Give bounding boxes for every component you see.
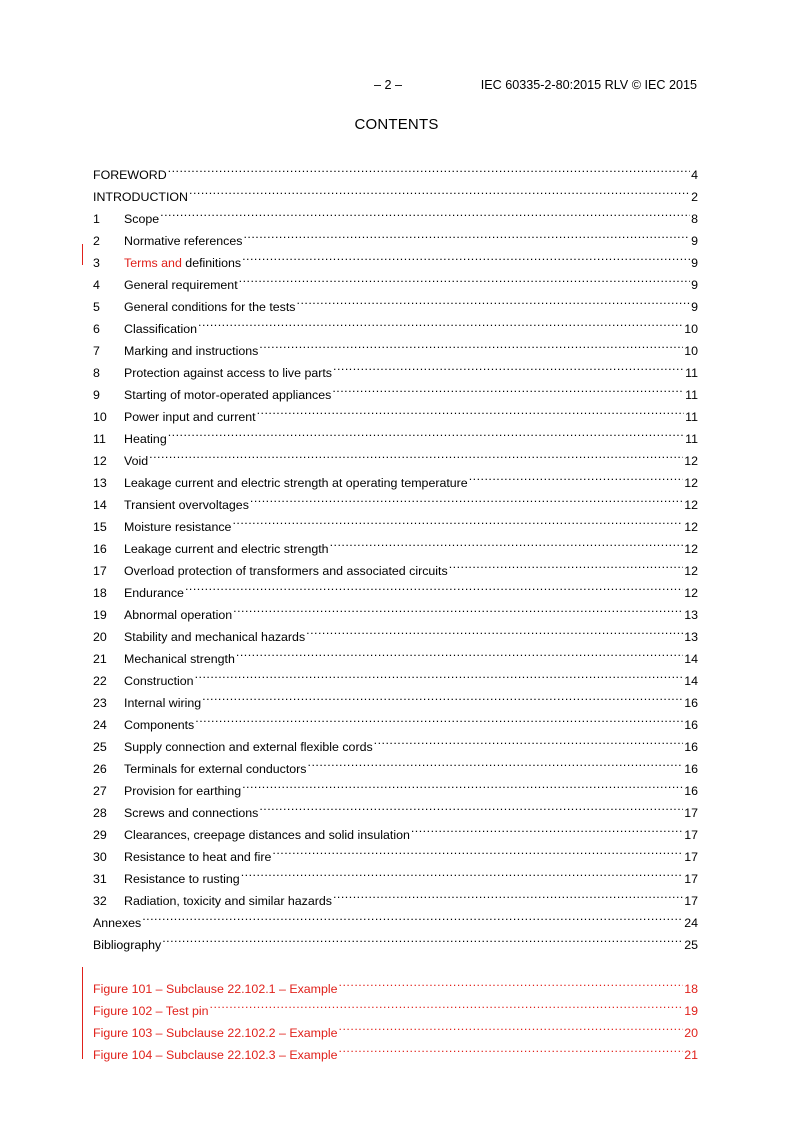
dot-leader: [236, 641, 683, 663]
dot-leader: [250, 487, 683, 509]
revision-change-bar: [82, 244, 83, 265]
dot-leader: [297, 289, 691, 311]
toc-entry-page: 13: [684, 608, 698, 622]
dot-leader: [339, 1015, 684, 1037]
toc-entry-number: 15: [93, 520, 107, 534]
toc-entry-title: Overload protection of transformers and associated circuits: [124, 564, 448, 578]
toc-entry-page: 13: [684, 630, 698, 644]
toc-entry-number: 20: [93, 630, 107, 644]
dot-leader: [242, 773, 683, 795]
toc-entry-title: Screws and connections: [124, 806, 259, 820]
page-number: – 2 –: [374, 78, 403, 92]
toc-entry-title: General requirement: [124, 278, 238, 292]
dot-leader: [210, 993, 684, 1015]
toc-entry-16[interactable]: [93, 531, 698, 556]
toc-entry-page: 12: [684, 454, 698, 468]
toc-entry-number: 9: [93, 388, 100, 402]
toc-entry-number: 26: [93, 762, 107, 776]
toc-entry-page: 11: [685, 388, 698, 402]
toc-entry-title: Leakage current and electric strength at operating temperature: [124, 476, 468, 490]
toc-entry-28[interactable]: [93, 795, 698, 820]
table-of-contents: [93, 157, 698, 1062]
toc-entry-introduction[interactable]: [93, 179, 698, 204]
toc-entry-page: 12: [684, 564, 698, 578]
toc-entry-number: 18: [93, 586, 107, 600]
dot-leader: [195, 707, 683, 729]
figure-entry-title: Figure 101 – Subclause 22.102.1 – Example: [93, 982, 338, 996]
dot-leader: [149, 443, 683, 465]
revision-inserted-text: Terms and: [124, 256, 182, 270]
toc-entry-3[interactable]: [93, 245, 698, 270]
toc-entry-number: 22: [93, 674, 107, 688]
toc-entry-page: 2: [691, 190, 698, 204]
toc-entry-title: Heating: [124, 432, 167, 446]
toc-entry-number: 6: [93, 322, 100, 336]
dot-leader: [339, 1037, 684, 1059]
toc-entry-15[interactable]: [93, 509, 698, 534]
toc-entry-24[interactable]: [93, 707, 698, 732]
toc-entry-number: 25: [93, 740, 107, 754]
toc-entry-title: Resistance to heat and fire: [124, 850, 272, 864]
toc-entry-title: Components: [124, 718, 195, 732]
toc-entry-page: 8: [691, 212, 698, 226]
toc-entry-number: 31: [93, 872, 107, 886]
toc-entry-title: Normative references: [124, 234, 243, 248]
toc-entry-number: 28: [93, 806, 107, 820]
toc-entry-19[interactable]: [93, 597, 698, 622]
toc-entry-number: 32: [93, 894, 107, 908]
toc-entry-21[interactable]: [93, 641, 698, 666]
toc-entry-29[interactable]: [93, 817, 698, 842]
page-title: CONTENTS: [354, 116, 439, 133]
toc-entry-title: Marking and instructions: [124, 344, 259, 358]
dot-leader: [242, 245, 690, 267]
toc-entry-title: Annexes: [93, 916, 142, 930]
dot-leader: [243, 223, 690, 245]
toc-entry-title: Void: [124, 454, 149, 468]
dot-leader: [469, 465, 684, 487]
dot-leader: [272, 839, 683, 861]
dot-leader: [142, 905, 683, 927]
dot-leader: [233, 597, 683, 619]
figure-entry-104[interactable]: [93, 1037, 698, 1062]
toc-entry-number: 5: [93, 300, 100, 314]
toc-entry-title: Construction: [124, 674, 194, 688]
toc-entry-title: Resistance to rusting: [124, 872, 240, 886]
toc-entry-page: 17: [684, 828, 698, 842]
toc-entry-title: Transient overvoltages: [124, 498, 249, 512]
dot-leader: [160, 201, 690, 223]
dot-leader: [449, 553, 684, 575]
toc-entry-title: Classification: [124, 322, 197, 336]
toc-entry-32[interactable]: [93, 883, 698, 908]
dot-leader: [168, 421, 684, 443]
toc-entry-title: General conditions for the tests: [124, 300, 296, 314]
toc-entry-title: Provision for earthing: [124, 784, 242, 798]
toc-entry-page: 16: [684, 784, 698, 798]
dot-leader: [339, 971, 684, 993]
toc-entry-18[interactable]: [93, 575, 698, 600]
toc-entry-title: Power input and current: [124, 410, 256, 424]
toc-entry-title: INTRODUCTION: [93, 190, 188, 204]
dot-leader: [185, 575, 683, 597]
dot-leader: [259, 795, 683, 817]
toc-entry-page: 12: [684, 498, 698, 512]
toc-entry-page: 12: [684, 520, 698, 534]
toc-entry-page: 4: [691, 168, 698, 182]
revision-change-bar: [82, 967, 83, 1059]
dot-leader: [195, 663, 684, 685]
toc-entry-1[interactable]: [93, 201, 698, 226]
toc-entry-10[interactable]: [93, 399, 698, 424]
toc-entry-title-rest: definitions: [181, 256, 242, 270]
figure-entry-101[interactable]: [93, 971, 698, 996]
toc-entry-number: 24: [93, 718, 107, 732]
toc-entry-number: 14: [93, 498, 107, 512]
toc-entry-number: 2: [93, 234, 100, 248]
toc-entry-14[interactable]: [93, 487, 698, 512]
toc-entry-number: 10: [93, 410, 107, 424]
dot-leader: [189, 179, 690, 201]
toc-entry-number: 21: [93, 652, 107, 666]
toc-entry-page: 25: [684, 938, 698, 952]
page-header: [0, 77, 697, 93]
dot-leader: [333, 883, 683, 905]
toc-entry-page: 16: [684, 740, 698, 754]
toc-entry-page: 9: [691, 278, 698, 292]
dot-leader: [333, 355, 684, 377]
toc-entry-title: Terminals for external conductors: [124, 762, 307, 776]
toc-entry-number: 19: [93, 608, 107, 622]
toc-entry-page: 10: [684, 344, 698, 358]
toc-entry-2[interactable]: [93, 223, 698, 248]
toc-entry-30[interactable]: [93, 839, 698, 864]
toc-entry-page: 16: [684, 718, 698, 732]
figure-list: [93, 971, 698, 1062]
toc-entry-annexes[interactable]: [93, 905, 698, 930]
toc-entry-number: 13: [93, 476, 107, 490]
dot-leader: [202, 685, 683, 707]
toc-entry-number: 29: [93, 828, 107, 842]
toc-entry-6[interactable]: [93, 311, 698, 336]
toc-entry-number: 12: [93, 454, 107, 468]
figure-entry-title: Figure 102 – Test pin: [93, 1004, 209, 1018]
toc-entry-page: 24: [684, 916, 698, 930]
toc-entry-5[interactable]: [93, 289, 698, 314]
dot-leader: [257, 399, 685, 421]
toc-entry-title: Radiation, toxicity and similar hazards: [124, 894, 332, 908]
toc-entry-title: Bibliography: [93, 938, 162, 952]
toc-entry-number: 7: [93, 344, 100, 358]
toc-entry-title: Moisture resistance: [124, 520, 232, 534]
toc-entry-title: Clearances, creepage distances and solid insulation: [124, 828, 410, 842]
toc-entry-page: 10: [684, 322, 698, 336]
toc-entry-title: Stability and mechanical hazards: [124, 630, 306, 644]
toc-entry-page: 14: [684, 652, 698, 666]
toc-entry-23[interactable]: [93, 685, 698, 710]
toc-entry-12[interactable]: [93, 443, 698, 468]
toc-entry-page: 17: [684, 806, 698, 820]
figure-entry-page: 18: [684, 982, 698, 996]
toc-entry-page: 17: [684, 850, 698, 864]
toc-entry-7[interactable]: [93, 333, 698, 358]
toc-entry-page: 17: [684, 872, 698, 886]
list-gap: [93, 949, 698, 971]
toc-entry-22[interactable]: [93, 663, 698, 688]
toc-entry-page: 9: [691, 300, 698, 314]
dot-leader: [198, 311, 683, 333]
figure-entry-103[interactable]: [93, 1015, 698, 1040]
toc-entry-31[interactable]: [93, 861, 698, 886]
toc-entry-page: 12: [684, 586, 698, 600]
toc-entry-title: Leakage current and electric strength: [124, 542, 329, 556]
toc-entry-title: Supply connection and external flexible cords: [124, 740, 373, 754]
toc-entry-9[interactable]: [93, 377, 698, 402]
toc-entry-number: 27: [93, 784, 107, 798]
toc-entry-number: 17: [93, 564, 107, 578]
toc-entry-page: 17: [684, 894, 698, 908]
figure-entry-title: Figure 103 – Subclause 22.102.2 – Example: [93, 1026, 338, 1040]
toc-entry-page: 9: [691, 256, 698, 270]
dot-leader: [259, 333, 683, 355]
toc-entry-title: FOREWORD: [93, 168, 167, 182]
dot-leader: [239, 267, 690, 289]
dot-leader: [308, 751, 684, 773]
toc-entry-page: 11: [685, 366, 698, 380]
toc-entry-20[interactable]: [93, 619, 698, 644]
toc-entry-title: Starting of motor-operated appliances: [124, 388, 332, 402]
toc-entry-page: 16: [684, 696, 698, 710]
toc-entry-page: 16: [684, 762, 698, 776]
dot-leader: [306, 619, 683, 641]
toc-entry-page: 11: [685, 432, 698, 446]
toc-entry-number: 8: [93, 366, 100, 380]
toc-entry-17[interactable]: [93, 553, 698, 578]
toc-entry-26[interactable]: [93, 751, 698, 776]
figure-entry-102[interactable]: [93, 993, 698, 1018]
toc-entry-25[interactable]: [93, 729, 698, 754]
toc-entry-number: 1: [93, 212, 100, 226]
dot-leader: [232, 509, 683, 531]
toc-entry-4[interactable]: [93, 267, 698, 292]
toc-entry-title: Scope: [124, 212, 160, 226]
dot-leader: [330, 531, 684, 553]
toc-entry-number: 3: [93, 256, 100, 270]
figure-entry-page: 21: [684, 1048, 698, 1062]
toc-entry-page: 14: [684, 674, 698, 688]
toc-entry-foreword[interactable]: [93, 157, 698, 182]
toc-entry-27[interactable]: [93, 773, 698, 798]
dot-leader: [332, 377, 684, 399]
figure-entry-page: 19: [684, 1004, 698, 1018]
dot-leader: [411, 817, 683, 839]
toc-entry-11[interactable]: [93, 421, 698, 446]
toc-entry-page: 12: [684, 542, 698, 556]
toc-entry-title: Protection against access to live parts: [124, 366, 332, 380]
toc-entry-title: Internal wiring: [124, 696, 202, 710]
figure-entry-page: 20: [684, 1026, 698, 1040]
toc-entry-number: 30: [93, 850, 107, 864]
dot-leader: [241, 861, 684, 883]
dot-leader: [168, 157, 690, 179]
toc-entry-number: 4: [93, 278, 100, 292]
toc-entry-number: 23: [93, 696, 107, 710]
toc-entry-title: Endurance: [124, 586, 184, 600]
toc-entry-bibliography[interactable]: [93, 927, 698, 952]
dot-leader: [162, 927, 683, 949]
toc-entry-number: 16: [93, 542, 107, 556]
toc-entry-number: 11: [93, 432, 106, 446]
toc-entry-page: 11: [685, 410, 698, 424]
toc-entry-title: Mechanical strength: [124, 652, 235, 666]
figure-entry-title: Figure 104 – Subclause 22.102.3 – Example: [93, 1048, 338, 1062]
standard-reference: IEC 60335-2-80:2015 RLV © IEC 2015: [480, 78, 697, 92]
toc-entry-title: Abnormal operation: [124, 608, 233, 622]
dot-leader: [374, 729, 684, 751]
toc-entry-page: 12: [684, 476, 698, 490]
toc-entry-8[interactable]: [93, 355, 698, 380]
toc-entry-page: 9: [691, 234, 698, 248]
toc-entry-13[interactable]: [93, 465, 698, 490]
